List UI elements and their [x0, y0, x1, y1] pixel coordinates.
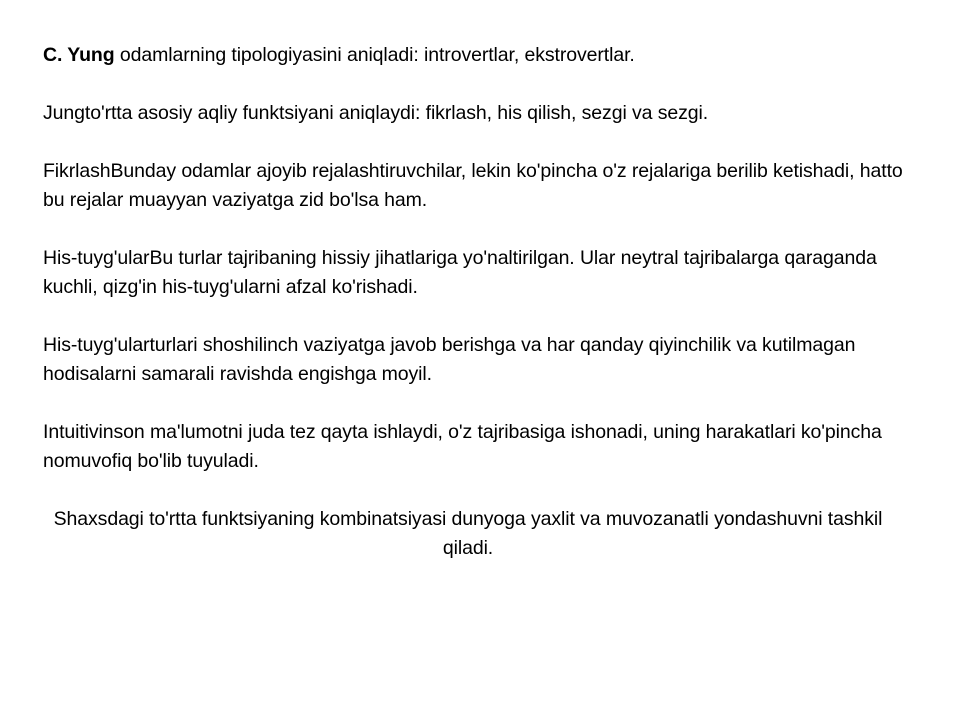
paragraph-text: Jungto'rtta asosiy aqliy funktsiyani aniqlaydi: fikrlash, his qilish, sezgi va sezgi.	[43, 102, 709, 124]
paragraph-text: odamlarning tipologiyasini aniqladi: introvertlar, ekstrovertlar.	[114, 44, 635, 66]
paragraph-text: His-tuyg'ularturlari shoshilinch vaziyatga javob berishga va har qanday qiyinchilik va kutilmagan hodisalarni samarali ravishda engishga moyil.	[43, 334, 856, 385]
paragraph-text: His-tuyg'ularBu turlar tajribaning hissiy jihatlariga yo'naltirilgan. Ular neytral tajribalarga qaraganda kuchli, qizg'in his-tuyg'ularni afzal ko'rishadi.	[43, 247, 877, 298]
bold-lead-author: C. Yung	[43, 44, 115, 66]
paragraph-text: Intuitivinson ma'lumotni juda tez qayta ishlaydi, o'z tajribasiga ishonadi, uning harakatlari ko'pincha nomuvofiq bo'lib tuyuladi.	[43, 421, 882, 472]
paragraph-yung-typology	[43, 41, 923, 70]
document-body	[43, 41, 923, 592]
paragraph-four-functions	[43, 99, 923, 128]
conclusion-paragraph: Shaxsdagi to'rtta funktsiyaning kombinatsiyasi dunyoga yaxlit va muvozanatli yondashuvni tashkil qiladi.	[53, 508, 883, 559]
paragraph-intuition	[43, 418, 923, 476]
paragraph-text: FikrlashBunday odamlar ajoyib rejalashtiruvchilar, lekin ko'pincha o'z rejalariga berilib ketishadi, hatto bu rejalar muayyan vaziyatga zid bo'lsa ham.	[43, 160, 903, 211]
paragraph-sensing	[43, 331, 923, 389]
paragraph-feeling	[43, 244, 923, 302]
paragraph-thinking	[43, 157, 923, 215]
